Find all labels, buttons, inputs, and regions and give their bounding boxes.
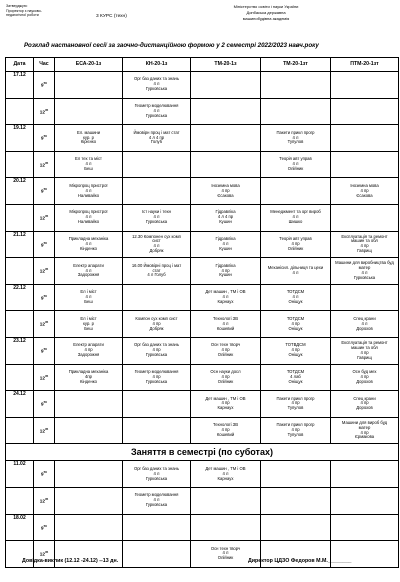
time-cell: [34, 258, 55, 285]
time-minutes: 50: [43, 523, 47, 528]
time-cell: [34, 311, 55, 338]
lesson-cell: [123, 98, 191, 125]
date-cell: 19.12: [6, 125, 34, 152]
lesson-cell: [123, 364, 191, 391]
date-cell: 11.02: [6, 461, 34, 488]
lesson-cell: [191, 125, 261, 152]
lesson-text: Експлуатація та ремонт машин та обл 4 пр Гаврищ: [341, 233, 388, 254]
time-cell: [34, 151, 55, 178]
lesson-cell: [331, 231, 399, 258]
date-cell: [6, 258, 34, 285]
time-hour: 12: [39, 375, 45, 381]
lesson-text: Геометр моделювання 4 л Гурковська: [134, 492, 179, 508]
lesson-cell: [331, 204, 399, 231]
time-hour: 12: [39, 321, 45, 327]
time-cell: [34, 72, 55, 99]
time-minutes: 50: [43, 187, 47, 192]
time-hour: 12: [39, 109, 45, 115]
lesson-cell: [331, 461, 399, 488]
time-hour: 12: [39, 268, 45, 274]
time-cell: [34, 364, 55, 391]
col-date-header: Дата: [6, 58, 34, 72]
lesson-cell: [331, 284, 399, 311]
time-minutes: 45: [44, 550, 49, 555]
lesson-text: Дет машин , ТМ і ОВ 4 л Карнаух: [205, 289, 246, 304]
lesson-cell: [191, 178, 261, 205]
lesson-cell: [55, 178, 123, 205]
lesson-text: Менеджмент та орг вироб 4 л Шишко: [270, 209, 321, 225]
lesson-text: Машини для виробництва буд матер 4 л Гурковська: [335, 260, 394, 280]
lesson-text: Ел і міст 4 л Беш: [80, 289, 97, 304]
table-row: [6, 364, 399, 391]
table-row: [6, 417, 399, 444]
lesson-cell: [261, 125, 331, 152]
lesson-text: Машини для вироб буд матер 4 пр Єрмакова: [341, 419, 388, 440]
time-minutes: 45: [44, 267, 49, 272]
date-cell: 24.12: [6, 391, 34, 418]
time-hour: 12: [39, 551, 45, 557]
lesson-cell: [261, 72, 331, 99]
lesson-cell: [191, 391, 261, 418]
lesson-text: Орг баз даних та знань 4 пр Гурковська: [133, 342, 180, 358]
col-group-header: ТМ-20-1зт: [261, 58, 331, 72]
lesson-text: ТОТДСМ 4 лаб Оніщук: [286, 368, 305, 384]
footer-note: Довідка-виклик (12.12 -24.12) --13 дн.: [22, 558, 119, 564]
lesson-cell: [261, 284, 331, 311]
lesson-cell: [191, 487, 261, 514]
lesson-text: Орг баз даних та знань 4 л Гурковська: [133, 76, 180, 92]
date-cell: 20.12: [6, 178, 34, 205]
time-hour: 9: [41, 525, 44, 531]
lesson-cell: [123, 258, 191, 285]
lesson-cell: [261, 258, 331, 285]
col-group-header: ПТМ-20-1зт: [331, 58, 399, 72]
date-cell: 23.12: [6, 337, 34, 364]
lesson-cell: [331, 151, 399, 178]
lesson-cell: [331, 72, 399, 99]
lesson-cell: [55, 284, 123, 311]
lesson-cell: [123, 461, 191, 488]
col-group-header: ЕСА-20-1з: [55, 58, 123, 72]
lesson-cell: [331, 178, 399, 205]
lesson-cell: [191, 461, 261, 488]
time-hour: 9: [41, 295, 44, 301]
time-hour: 12: [39, 215, 45, 221]
lesson-text: Електр апарати 4 л Задорожня: [73, 262, 104, 278]
lesson-cell: [123, 487, 191, 514]
lesson-cell: [261, 337, 331, 364]
lesson-text: Пакети прикл прогр 4 пр Тупулов: [276, 395, 315, 411]
lesson-cell: [191, 364, 261, 391]
lesson-cell: [123, 337, 191, 364]
lesson-text: Гідравліка 4 л Кушин: [215, 236, 236, 251]
table-row: [6, 204, 399, 231]
time-hour: 9: [41, 135, 44, 141]
semester-banner: Заняття в семестрі (по суботах): [6, 444, 399, 461]
time-cell: [34, 125, 55, 152]
time-cell: [34, 337, 55, 364]
semester-rows: [6, 461, 399, 567]
lesson-text: Теорія авт управ 4 л Олійник: [279, 156, 312, 172]
lesson-cell: [261, 514, 331, 541]
date-cell: [6, 311, 34, 338]
table-row: [6, 284, 399, 311]
footer-signature: Директор ЦДЗО Федоров М.М.________: [248, 558, 352, 564]
time-minutes: 50: [43, 293, 47, 298]
time-hour: 9: [41, 188, 44, 194]
lesson-text: Прикладна механіка 4пр Кінденко: [68, 368, 109, 384]
time-cell: [34, 461, 55, 488]
lesson-cell: [55, 417, 123, 444]
lesson-cell: [191, 72, 261, 99]
time-minutes: 45: [44, 496, 49, 501]
lesson-text: Теорія авт управ 4 пр Олійник: [279, 236, 312, 251]
date-cell: 22.12: [6, 284, 34, 311]
lesson-cell: [191, 98, 261, 125]
time-cell: [34, 487, 55, 514]
time-minutes: 50: [43, 134, 47, 139]
lesson-cell: [261, 231, 331, 258]
lesson-cell: [191, 204, 261, 231]
lesson-cell: [55, 204, 123, 231]
time-cell: [34, 417, 55, 444]
lesson-text: Ймовірн проц і мат стат 4 л 4 пр Голуб: [133, 129, 180, 145]
time-hour: 12: [39, 428, 45, 434]
time-cell: [34, 204, 55, 231]
lesson-cell: [123, 541, 191, 568]
lesson-cell: [331, 514, 399, 541]
lesson-cell: [123, 151, 191, 178]
lesson-cell: [191, 151, 261, 178]
col-group-header: КН-20-1з: [123, 58, 191, 72]
table-row: [6, 72, 399, 99]
time-minutes: 45: [44, 214, 49, 219]
lesson-cell: [331, 125, 399, 152]
lesson-cell: [123, 417, 191, 444]
lesson-cell: [261, 391, 331, 418]
lesson-text: Технологі ЗВ 4 л Кошевий: [213, 315, 238, 331]
lesson-text: Іноземна мова 4 пр Єсакова: [350, 182, 379, 198]
time-cell: [34, 98, 55, 125]
session-rows: [6, 72, 399, 444]
table-row: [6, 514, 399, 541]
table-row: [6, 151, 399, 178]
lesson-cell: [261, 461, 331, 488]
lesson-text: ТОТВДСМ 4 пр Оніщук: [285, 342, 306, 358]
date-cell: [6, 487, 34, 514]
lesson-text: Прикладна механіка 4 л Кінденко: [68, 236, 109, 251]
lesson-cell: [261, 178, 331, 205]
lesson-text: Пакети прикл прогр 4 пр Тупулов: [276, 422, 315, 437]
lesson-text: Експлуатація та ремонт машин та обл 4 пр Гаврищ: [341, 339, 388, 360]
lesson-text: Технологі ЗВ 4 пр Кошевий: [213, 422, 238, 437]
lesson-cell: [123, 311, 191, 338]
time-hour: 9: [41, 242, 44, 248]
lesson-cell: [191, 417, 261, 444]
time-minutes: 50: [43, 347, 47, 352]
table-header-row: [6, 58, 399, 72]
lesson-cell: [123, 231, 191, 258]
lesson-cell: [123, 72, 191, 99]
date-cell: [6, 417, 34, 444]
lesson-cell: [261, 204, 331, 231]
date-cell: [6, 151, 34, 178]
lesson-cell: [123, 125, 191, 152]
lesson-cell: [191, 284, 261, 311]
lesson-cell: [55, 337, 123, 364]
lesson-text: ТОТДСМ 4 л Оніщук: [286, 289, 305, 304]
col-time-header: Час: [34, 58, 55, 72]
time-hour: 9: [41, 471, 44, 477]
lesson-text: ТОТДСМ 4 пр Оніщук: [286, 315, 305, 331]
time-hour: 12: [39, 498, 45, 504]
time-minutes: 45: [44, 426, 49, 431]
time-minutes: 45: [44, 160, 49, 165]
lesson-text: Іст науки і техн 4 л Гурковська: [142, 209, 171, 225]
lesson-cell: [261, 151, 331, 178]
schedule-title: Розклад настановної сесії за заочно-дистанційною формою у 2 семестрі 2022/2023 навч.року: [24, 42, 319, 49]
lesson-cell: [55, 311, 123, 338]
lesson-cell: [331, 337, 399, 364]
approval-block: Затверджую: Проректор з науково- педагогічної роботи: [6, 4, 42, 18]
lesson-cell: [55, 72, 123, 99]
time-cell: [34, 391, 55, 418]
lesson-text: Гідравліка 4 л 4 пр Кушин: [215, 209, 236, 225]
lesson-text: Осн техн творч 4 пр Олійник: [210, 342, 241, 358]
table-row: [6, 461, 399, 488]
lesson-cell: [261, 417, 331, 444]
lesson-cell: [331, 311, 399, 338]
time-minutes: 50: [43, 470, 47, 475]
lesson-cell: [191, 231, 261, 258]
lesson-cell: [191, 514, 261, 541]
lesson-cell: [331, 258, 399, 285]
course-label: 3 КУРС (техн): [96, 14, 127, 19]
lesson-text: Електр апарати 4 пр Задорожня: [73, 342, 104, 358]
lesson-text: Ел. машини кур. р Кірієнко: [76, 129, 101, 145]
date-cell: 17.12: [6, 72, 34, 99]
lesson-text: Осн науки досл 4 пр Олійник: [210, 368, 241, 384]
table-row: [6, 98, 399, 125]
lesson-cell: [55, 151, 123, 178]
lesson-text: Орг баз даних та знань 4 л Гурковська: [133, 465, 180, 481]
time-minutes: 45: [44, 373, 49, 378]
time-minutes: 45: [44, 107, 49, 112]
lesson-cell: [55, 258, 123, 285]
time-minutes: 45: [44, 320, 49, 325]
date-cell: [6, 364, 34, 391]
lesson-text: Геометр моделювання 4 пр Гурковська: [134, 368, 179, 384]
date-cell: [6, 204, 34, 231]
lesson-cell: [331, 98, 399, 125]
time-minutes: 50: [43, 81, 47, 86]
lesson-text: Спец крани 4 пр Дорохов: [353, 395, 376, 411]
banner-section: [6, 444, 399, 461]
date-cell: 18.02: [6, 514, 34, 541]
lesson-cell: [55, 487, 123, 514]
lesson-cell: [123, 391, 191, 418]
lesson-text: 12.30 Компонен сух комп сист 4 л Добряк: [132, 233, 181, 254]
lesson-cell: [55, 514, 123, 541]
time-cell: [34, 514, 55, 541]
lesson-text: Осн буд мех 4 пр Дорохов: [352, 368, 377, 384]
table-row: [6, 258, 399, 285]
lesson-text: Мікропроц пристрої 4 л Наливайко: [69, 209, 108, 225]
table-row: [6, 231, 399, 258]
lesson-cell: [261, 364, 331, 391]
time-minutes: 50: [43, 240, 47, 245]
table-row: [6, 391, 399, 418]
table-row: [6, 125, 399, 152]
lesson-cell: [55, 461, 123, 488]
time-hour: 9: [41, 401, 44, 407]
table-row: [6, 487, 399, 514]
lesson-text: 16.00 Ймовірні проц і мат стат 4 л Голуб: [131, 262, 182, 278]
lesson-cell: [55, 98, 123, 125]
lesson-cell: [123, 514, 191, 541]
date-cell: [6, 98, 34, 125]
date-cell: 21.12: [6, 231, 34, 258]
time-cell: [34, 178, 55, 205]
time-cell: [34, 231, 55, 258]
lesson-cell: [331, 487, 399, 514]
lesson-cell: [55, 364, 123, 391]
lesson-cell: [123, 204, 191, 231]
lesson-text: Спец крани 4 л Дорохов: [353, 315, 376, 331]
time-hour: 9: [41, 348, 44, 354]
lesson-cell: [191, 337, 261, 364]
lesson-text: Іноземна мова 4 пр Єсакова: [211, 182, 240, 198]
lesson-cell: [55, 231, 123, 258]
lesson-cell: [55, 125, 123, 152]
lesson-text: Ел і міст кур. р Беш: [80, 315, 97, 331]
lesson-text: Геометр моделювання 4 л Гурковська: [134, 103, 179, 118]
lesson-text: Компон сух комп сист 4 пр Добряк: [135, 315, 178, 331]
time-hour: 12: [39, 162, 45, 168]
lesson-text: Дет машин , ТМ і ОВ 4 л Карнаух: [205, 465, 246, 481]
lesson-cell: [331, 417, 399, 444]
lesson-cell: [191, 311, 261, 338]
lesson-text: Ел тех та міст 4 л Беш: [75, 156, 102, 172]
lesson-cell: [261, 98, 331, 125]
lesson-text: Гідравліка 4 пр Кушин: [215, 262, 236, 278]
time-hour: 9: [41, 82, 44, 88]
lesson-text: Мікропроц пристрої 4 л Наливайко: [69, 182, 108, 198]
lesson-text: Пакети прикл прогр 4 л Тупулов: [276, 129, 315, 145]
lesson-cell: [55, 391, 123, 418]
lesson-cell: [123, 178, 191, 205]
lesson-cell: [261, 487, 331, 514]
lesson-cell: [123, 284, 191, 311]
table-row: [6, 337, 399, 364]
lesson-text: Осн техн творч 4 л Олійник: [210, 545, 241, 561]
lesson-text: Механісил. дільниця та цехи 4 л: [267, 265, 324, 275]
lesson-cell: [331, 391, 399, 418]
time-cell: [34, 284, 55, 311]
schedule-table: [5, 57, 399, 568]
time-minutes: 50: [43, 400, 47, 405]
ministry-block: Міністерство освіти і науки України Донбаська державна машинобудівна академія: [233, 4, 299, 21]
table-row: [6, 178, 399, 205]
col-group-header: ТМ-20-1з: [191, 58, 261, 72]
lesson-cell: [261, 311, 331, 338]
lesson-text: Дет машин , ТМ і ОВ 4 пр Карнаух: [205, 395, 246, 411]
lesson-cell: [191, 258, 261, 285]
lesson-cell: [331, 364, 399, 391]
table-row: [6, 311, 399, 338]
